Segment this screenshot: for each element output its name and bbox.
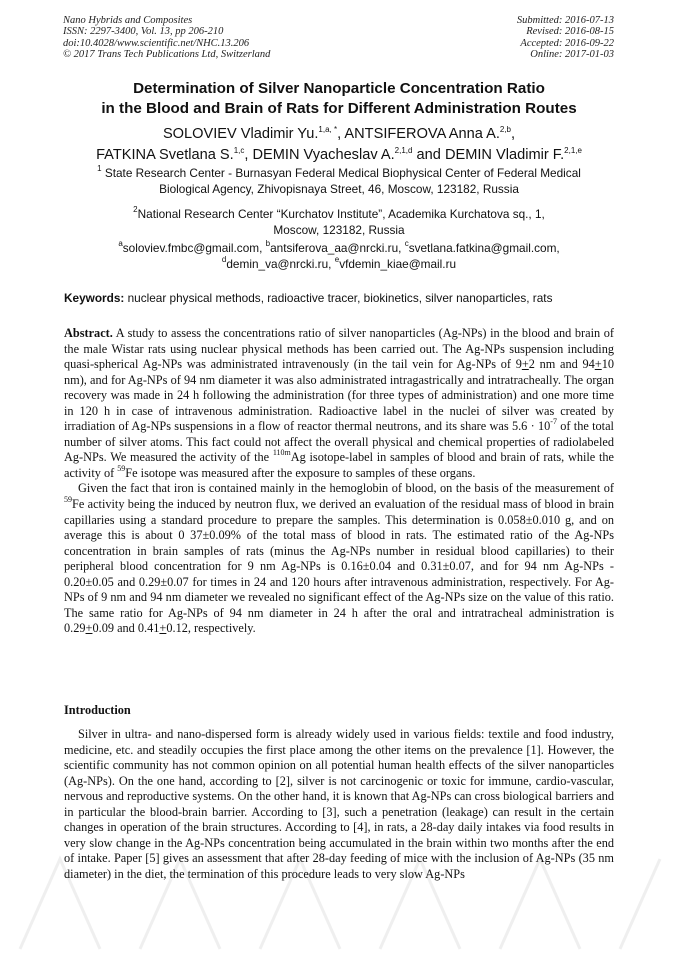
abstract — [64, 326, 614, 637]
abstract-text: Fe isotope was measured after the exposure to samples of these organs. — [125, 465, 476, 480]
email-link[interactable]: vfdemin_kiae@mail.ru — [339, 256, 457, 271]
email-link[interactable]: demin_va@nrcki.ru, — [226, 256, 335, 271]
abstract-paragraph-1 — [64, 326, 614, 481]
journal-info — [63, 15, 270, 60]
exponent: -7 — [550, 417, 557, 427]
affiliation-1-line-1 — [40, 166, 638, 182]
plus-minus-sign: + — [85, 621, 93, 636]
publication-dates — [517, 15, 614, 60]
author-name: DEMIN Vladimir F. — [444, 147, 565, 163]
affiliation-number: 1 — [97, 164, 102, 173]
issn: ISSN: 2297-3400, Vol. 13, pp 206-210 — [63, 26, 224, 38]
email-mark: a — [118, 239, 123, 248]
isotope-mass: 59 — [117, 463, 126, 473]
author-name: FATKINA Svetlana S. — [96, 147, 234, 163]
title-line-2: in the Blood and Brain of Rats for Different Administration Routes — [101, 100, 577, 117]
email-link[interactable]: soloviev.fmbc@gmail.com, — [122, 241, 266, 255]
author-separator: , — [244, 147, 253, 163]
abstract-text: 10 nm), and for Ag-NPs of 94 nm diameter it was also administrated intragastrically and intratracheally. The organ recovery was made in 24 h following the administration (for three types of administration) and one more time in 120 h in case of intravenous administration. Radioactive label in the nuclei of silver was created by irradiation of Ag-NPs suspensions in a flow of reactor thermal neutrons, and its share was 5.6 · 10 — [64, 357, 615, 434]
author-affil-mark: 2,1,d — [394, 146, 413, 155]
emails-line-2 — [40, 254, 638, 273]
email-link[interactable]: svetlana.fatkina@gmail.com, — [408, 241, 560, 255]
email-mark: c — [404, 239, 409, 248]
title-line-1: Determination of Silver Nanoparticle Concentration Ratio — [133, 80, 545, 97]
abstract-paragraph-2 — [64, 481, 614, 636]
doi: doi:10.4028/www.scientific.net/NHC.13.206 — [63, 37, 250, 49]
author-list — [40, 124, 638, 166]
author-name: DEMIN Vyacheslav A. — [252, 147, 395, 163]
isotope-mass: 110m — [272, 448, 291, 458]
abstract-text: 0.09 and 0.41 — [92, 621, 160, 636]
affiliation-2-line-2: Moscow, 123182, Russia — [273, 222, 405, 237]
author-affil-mark: 2,1,e — [564, 146, 582, 155]
author-line-1 — [40, 124, 638, 145]
email-link[interactable]: antsiferova_aa@nrcki.ru, — [270, 241, 405, 255]
author-emails — [40, 241, 638, 272]
affiliation-text: National Research Center “Kurchatov Institute”, Academika Kurchatova sq., 1, — [137, 207, 545, 221]
plus-minus-sign: + — [159, 621, 167, 636]
isotope-mass: 59 — [64, 495, 72, 505]
affiliation-number: 2 — [133, 205, 138, 214]
paper-title — [40, 79, 638, 119]
affiliation-1 — [40, 166, 638, 197]
affiliation-2 — [40, 207, 638, 238]
affiliation-text: State Research Center - Burnasyan Federal Medical Biophysical Center of Federal Medical — [101, 166, 581, 180]
affiliation-2-line-1 — [40, 207, 638, 223]
introduction-paragraph: Silver in ultra- and nano-dispersed form is already widely used in various fields: textile and food industry, medicine, etc. and steadily occupies the first place among the other items on the prevalence [1]. However, the scientific community has not common opinion on all potential human health effects of the silver nanoparticles (Ag-NPs). On the one hand, according to [2], silver is not carcinogenic or toxic for immune, cardio-vascular, nervous and reproductive systems. On the other hand, it is known that Ag-NPs can cross biological barriers and in particular the blood-brain barrier. According to [3], such a penetration (leakage) can result in the certain changes in operation of the brain structures. According to [4], in rats, a 28-day daily intakes via food results in very slow change in the Ag-NPs concentration being accumulated in the brain within two months after the end of intake. Paper [5] gives an assessment that after 28-day feeding of mice with the inclusion of Ag-NPs (35 nm diameter) in the diet, the termination of this procedure leads to very slow Ag-NPs — [64, 727, 614, 881]
abstract-text: Fe activity being the induced by neutron flux, we derived an evaluation of the residual mass of blood in brain capillaries using a standard procedure to prepare the samples. This determination is 0.058±0.010 g, and on average this is about 0 37±0.09% of the total mass of blood in rats. The estimated ratio of the Ag-NPs concentration in brain samples of rats (minus the Ag-NPs number in residual blood capillaries) to their peripheral blood concentration for 9 nm Ag-NPs is 0.16±0.04 and 0.31±0.07, and for 94 nm Ag-NPs - 0.20±0.05 and 0.29±0.07 for times in 24 and 120 hours after intravenous administration, respectively. For Ag-NPs of 9 nm and 94 nm diameter we revealed no significant effect of the Ag-NPs size on the value of this ratio. The same ratio for Ag-NPs of 94 nm diameter in 24 h after the oral and intratracheal administration is 0.29 — [64, 497, 614, 636]
abstract-text: Ag isotope-label in samples of blood and brain of rats, while the activity of — [64, 450, 614, 480]
author-name: SOLOVIEV Vladimir Yu. — [162, 126, 319, 142]
author-separator: and — [412, 147, 445, 163]
abstract-text: 2 nm and 94 — [528, 357, 595, 372]
email-mark: e — [334, 254, 340, 264]
plus-minus-sign: + — [594, 357, 602, 372]
abstract-text: of the total number of silver atoms. This fact could not affect the overall physical and chemical properties of radiolabeled Ag-NPs. We measured the activity of the — [64, 419, 614, 465]
author-separator: , — [511, 126, 516, 142]
abstract-text: A study to assess the concentrations ratio of silver nanoparticles (Ag-NPs) in the blood and brain of the male Wistar rats using nuclear physical methods has been carried out. The Ag-NPs suspension including quasi-spherical Ag-NPs was administrated intravenously (in the tail vein for Ag-NPs of 9 — [64, 326, 614, 372]
watermark-pattern — [0, 839, 678, 959]
revised-date: Revised: 2016-08-15 — [526, 26, 614, 38]
author-separator: , — [337, 126, 345, 142]
keywords — [64, 291, 624, 305]
author-affil-mark: 2,b — [499, 125, 511, 134]
section-heading-introduction: Introduction — [64, 703, 131, 717]
online-date: Online: 2017-01-03 — [530, 48, 614, 60]
keywords-label: Keywords: — [64, 291, 125, 305]
email-mark: d — [221, 254, 227, 264]
affiliation-1-line-2: Biological Agency, Zhivopisnaya Street, 46, Moscow, 123182, Russia — [159, 181, 519, 196]
author-affil-mark: 1,a, * — [318, 125, 338, 134]
email-mark: b — [265, 239, 271, 248]
abstract-text: 0.12, respectively. — [166, 621, 256, 636]
journal-name: Nano Hybrids and Composites — [63, 15, 193, 26]
accepted-date: Accepted: 2016-09-22 — [520, 37, 614, 49]
plus-minus-sign: + — [521, 357, 529, 372]
submitted-date: Submitted: 2016-07-13 — [516, 15, 614, 26]
abstract-label: Abstract. — [64, 326, 113, 340]
abstract-text: Given the fact that iron is contained mainly in the hemoglobin of blood, on the basis of the measurement of — [78, 481, 614, 496]
copyright: © 2017 Trans Tech Publications Ltd, Switzerland — [63, 48, 271, 60]
author-line-2 — [40, 145, 638, 166]
author-affil-mark: 1,c — [233, 146, 245, 155]
keywords-text: nuclear physical methods, radioactive tracer, biokinetics, silver nanoparticles, rats — [124, 291, 553, 305]
author-name: ANTSIFEROVA Anna A. — [344, 126, 500, 142]
